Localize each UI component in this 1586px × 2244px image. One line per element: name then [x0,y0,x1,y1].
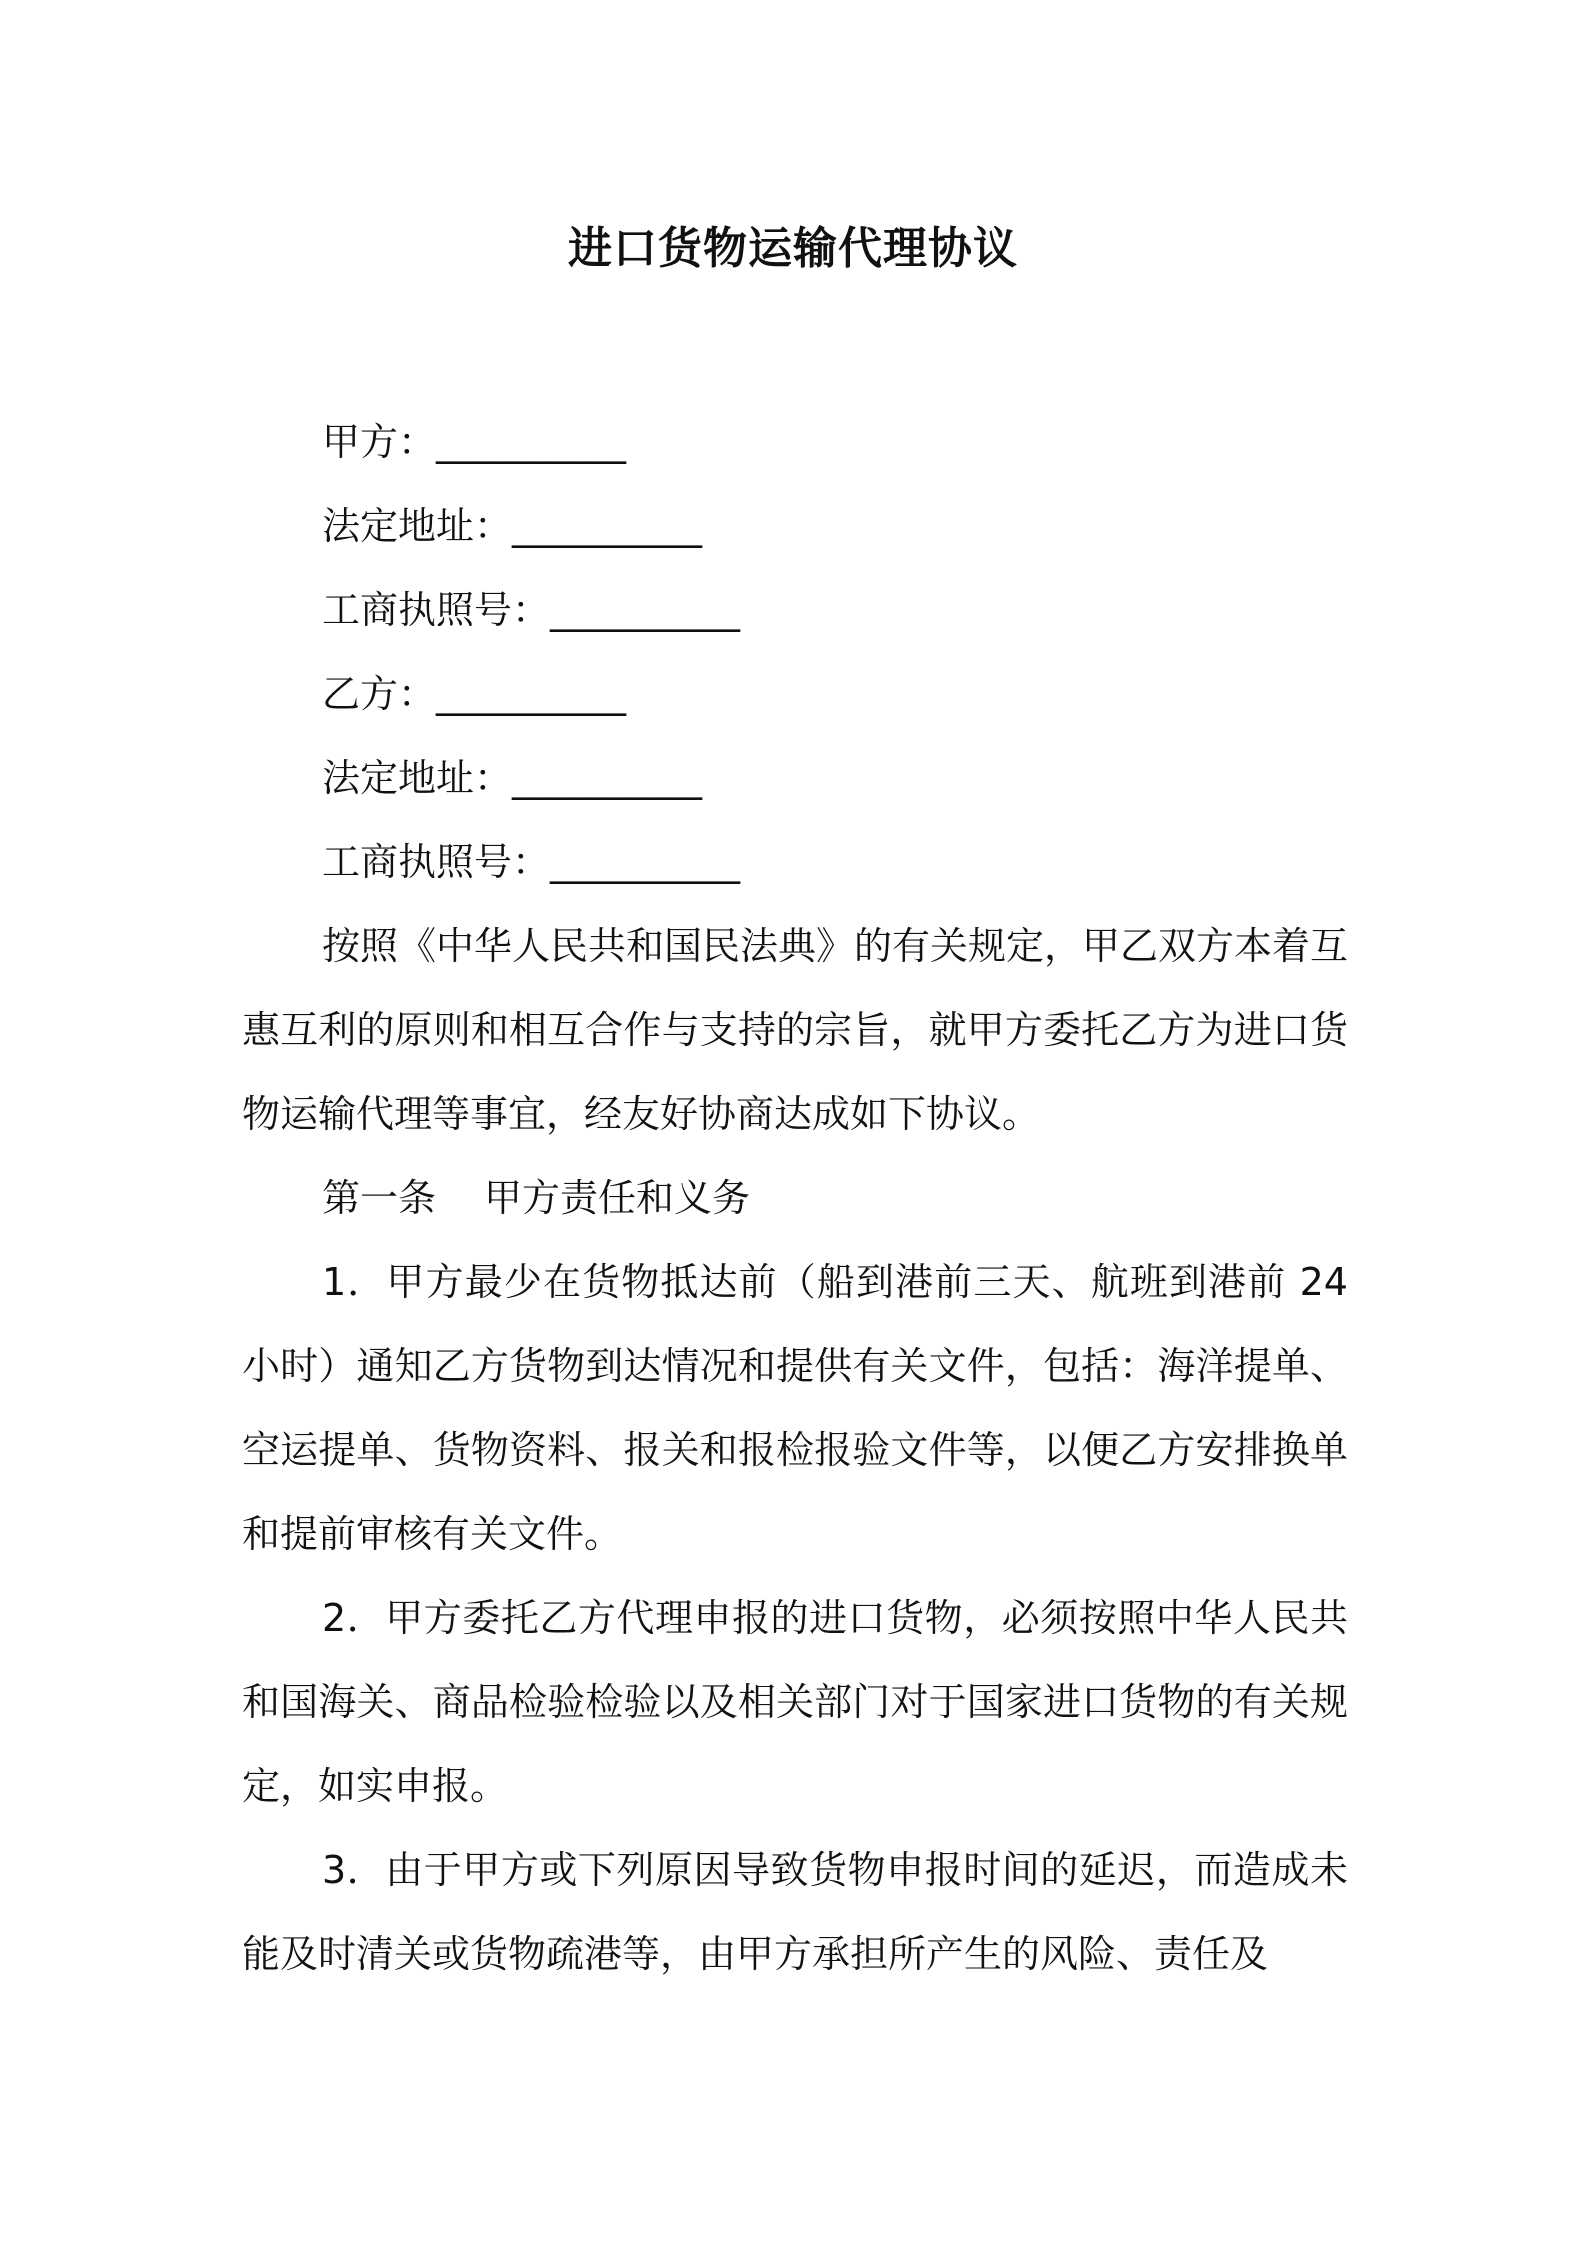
field-blank: __________ [512,756,703,800]
field-label: 甲方： [322,420,437,464]
document-body [242,400,1348,1996]
clause-2: 2．甲方委托乙方代理申报的进口货物，必须按照中华人民共和国海关、商品检验检验以及相关部门对于国家进口货物的有关规定，如实申报。 [242,1596,1348,1808]
intro-paragraph: 按照《中华人民共和国民法典》的有关规定，甲乙双方本着互惠互利的原则和相互合作与支持的宗旨，就甲方委托乙方为进口货物运输代理等事宜，经友好协商达成如下协议。 [242,924,1349,1136]
section-heading [242,1156,1348,1240]
field-label: 工商执照号： [322,588,551,632]
field-blank: __________ [436,672,627,716]
field-blank: __________ [550,840,741,884]
clause-3: 3．由于甲方或下列原因导致货物申报时间的延迟，而造成未能及时清关或货物疏港等，由甲方承担所产生的风险、责任及 [242,1848,1348,1976]
party-a-address-field [242,484,1348,568]
field-label: 法定地址： [322,504,513,548]
section-title: 甲方责任和义务 [484,1176,751,1220]
party-b-license-field [242,820,1348,904]
party-b-address-field [242,736,1348,820]
field-label: 法定地址： [322,756,513,800]
document-title: 进口货物运输代理协议 [568,223,1018,274]
field-blank: __________ [550,588,741,632]
section-number: 第一条 [322,1176,437,1220]
clause-1: 1．甲方最少在货物抵达前（船到港前三天、航班到港前 24 小时）通知乙方货物到达情况和提供有关文件，包括：海洋提单、空运提单、货物资料、报关和报检报验文件等，以便乙方安排换单和提前审核有关文件。 [242,1260,1348,1556]
party-b-field [242,652,1348,736]
party-a-license-field [242,568,1348,652]
field-blank: __________ [436,420,627,464]
field-label: 乙方： [322,672,437,716]
field-blank: __________ [512,504,703,548]
party-a-field [242,400,1348,484]
field-label: 工商执照号： [322,840,551,884]
